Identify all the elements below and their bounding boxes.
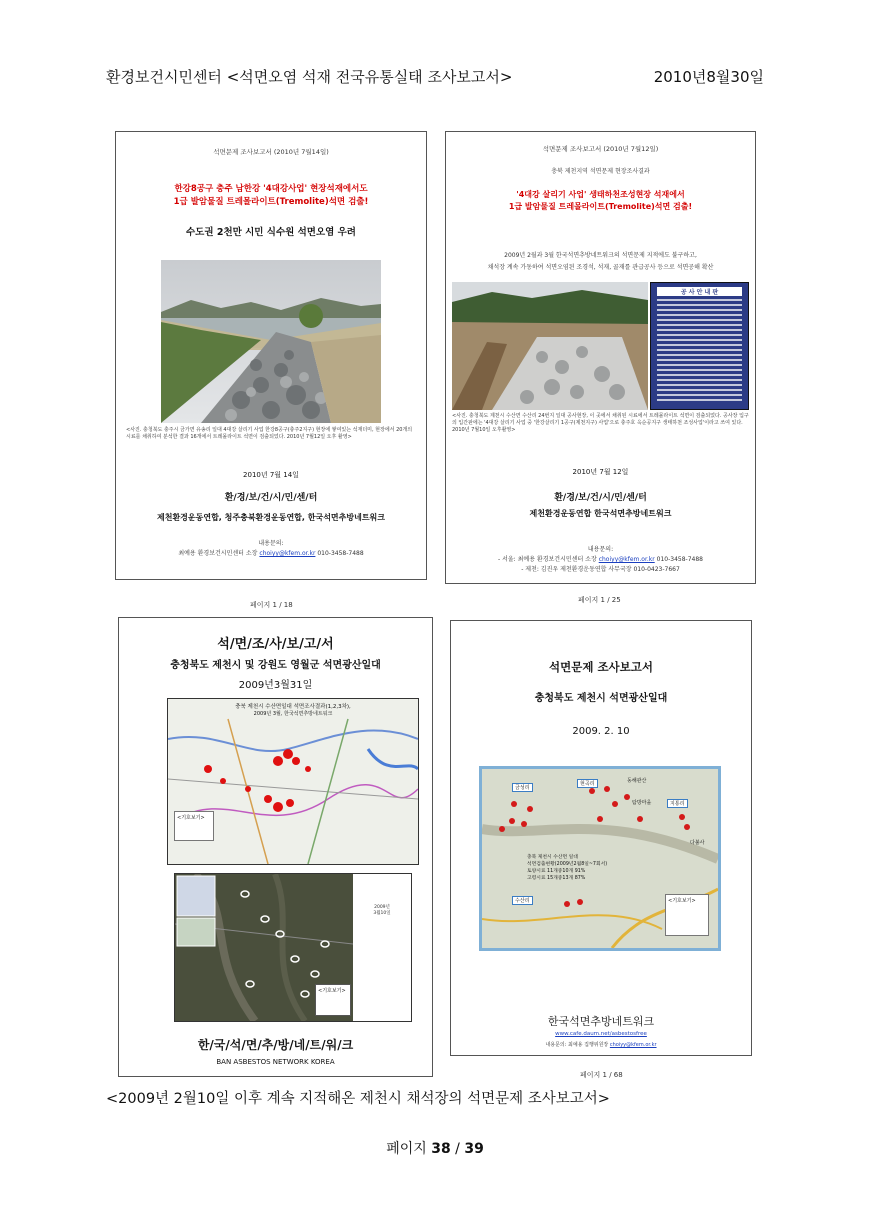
doc4-legend (665, 894, 709, 936)
report-thumbnail-1 (115, 131, 427, 580)
doc3-map-title: 충북 제천시 수산면일대 석면조사결과(1,2,3차), (235, 704, 351, 710)
doc1-org: 환/경/보/건/시/민/센/터 (224, 493, 318, 503)
doc4-contact-line (451, 1041, 751, 1048)
doc4-map-label-1: 금성리 (512, 783, 533, 792)
doc3-legend2-label: <기호보기> (318, 988, 346, 994)
doc2-org: 환/경/보/건/시/민/센/터 (554, 493, 647, 503)
doc3-survey-map (167, 698, 419, 865)
doc4-map-note-3: 토양시료 11개중10개 91% (527, 869, 586, 874)
doc1-contact-text: 최예용 환경보건시민센터 소장 (178, 550, 258, 557)
doc2-photo-caption: <사진. 충청북도 제천시 수산면 수산리 24번지 일대 공사현장, 이 곳에서 채취된 시료에서 트레몰라이트 석면이 검출되었다. 공사장 입구의 입간판에는 '4대강 살리기 사업 중 '한강살리기 1공구(제천지구) 사업'으로 충주호 옥순공지구 생태하천 조성사업'이라고 쓰여 있다. 2010년 7월10일 오후촬영> (452, 413, 749, 433)
doc1-headline-2: 1급 발암물질 트레몰라이트(Tremolite)석면 검출! (173, 197, 369, 207)
doc4-survey-map (479, 766, 721, 951)
report-thumbnail-2 (445, 131, 756, 584)
doc4-page-number: 페이지 1 / 68 (580, 1071, 623, 1079)
doc4-map-label-7: 수산리 (512, 896, 533, 905)
doc2-contact-label: 내용문의: (587, 546, 614, 553)
doc1-date: 2010년 7월 14일 (243, 471, 299, 479)
doc3-org-en: BAN ASBESTOS NETWORK KOREA (216, 1058, 335, 1066)
doc4-link-line (451, 1031, 751, 1037)
footer-total-pages: 39 (464, 1141, 484, 1157)
doc2-headline-2: 1급 발암물질 트레몰라이트(Tremolite)석면 검출! (508, 202, 693, 211)
doc4-map-note-2: 석면검출현황(2009년2월8일~7회서) (527, 862, 608, 867)
doc4-map-label-4: 탐방마을 (632, 800, 652, 806)
doc3-aerial-photo (174, 873, 412, 1022)
doc2-contact-seoul-text: - 서울: 최예용 환경보건시민센터 소장 (498, 556, 597, 563)
doc1-contact-line (116, 548, 426, 557)
doc3-legend (174, 811, 214, 841)
doc3-photo-notes (353, 874, 411, 1021)
doc4-map-label-3: 동해관산 (627, 778, 647, 784)
doc4-map-notes (527, 854, 607, 882)
doc2-subtitle: 충북 제천지역 석면문제 현장조사결과 (551, 168, 650, 175)
doc1-top-label: 석면문제 조사보고서 (2010년 7월14일) (213, 148, 329, 156)
footer-current-page: 38 (431, 1141, 451, 1157)
header-title: 환경보건시민센터 <석면오염 석재 전국유통실태 조사보고서> (106, 68, 513, 86)
doc4-contact-email[interactable]: choiyy@kfem.or.kr (609, 1042, 657, 1048)
page-footer (0, 1138, 870, 1158)
doc2-sign-body (657, 299, 742, 403)
doc3-subtitle: 충청북도 제천시 및 강원도 영월군 석면광산일대 (170, 660, 381, 671)
doc3-date: 2009년3월31일 (238, 680, 313, 691)
doc1-headline-1: 한강8공구 충주 남한강 '4대강사업' 현장석재에서도 (174, 184, 368, 194)
doc4-date: 2009. 2. 10 (572, 726, 630, 737)
doc2-quarry-stone-photo (452, 282, 648, 410)
doc4-map-note-4: 고령시료 15개중13개 87% (527, 876, 586, 881)
doc4-legend-label: <기호보기> (668, 898, 696, 904)
doc2-sign-title: 공 사 안 내 판 (657, 287, 742, 296)
doc1-partners: 제천환경운동연합, 청주충북환경운동연합, 한국석면추방네트워크 (156, 513, 386, 522)
doc2-contact-seoul-email[interactable]: choiyy@kfem.or.kr (598, 556, 655, 563)
doc4-title: 석면문제 조사보고서 (549, 660, 653, 674)
doc4-map-label-5: 지통리 (667, 799, 688, 808)
doc3-title: 석/면/조/사/보/고/서 (217, 637, 334, 652)
doc3-legend2 (315, 984, 351, 1016)
doc1-riverside-stone-photo (161, 260, 381, 423)
doc2-contact-jecheon: - 제천: 김진우 제천환경운동연합 사무국장 010-0423-7667 (521, 566, 680, 573)
doc4-contact: 내용문의: 최예용 집행위원장 (545, 1042, 609, 1048)
doc4-map-label-6: 다불사 (690, 840, 705, 846)
doc2-page-number: 페이지 1 / 25 (578, 596, 621, 604)
doc3-map-subtitle: 2009년 3월, 한국석면추방네트워크 (253, 711, 333, 717)
doc3-org: 한/국/석/면/추/방/네/트/워/크 (197, 1038, 354, 1052)
footer-prefix: 페이지 (386, 1141, 432, 1157)
doc2-headline-1: '4대강 살리기 사업' 생태하천조성현장 석재에서 (516, 190, 685, 199)
header-date: 2010년8월30일 (653, 68, 764, 86)
doc1-subheading: 수도권 2천만 시민 식수원 석면오염 우려 (186, 227, 356, 238)
footer-separator: / (450, 1141, 465, 1157)
doc2-partners: 제천환경운동연합 한국석면추방네트워크 (529, 509, 672, 518)
doc2-body-2: 채석장 계속 가동하여 석면오염된 조경석, 석재, 골재를 관급공사 등으로 석면공해 확산 (487, 264, 714, 271)
doc3-photo-note-1: 2009년 (374, 905, 390, 910)
doc2-contact-seoul-phone: 010-3458-7488 (656, 556, 703, 563)
doc2-contact-seoul (446, 554, 755, 563)
doc2-construction-sign (650, 282, 749, 410)
doc4-org: 한국석면추방네트워크 (547, 1015, 655, 1028)
doc1-page-number: 페이지 1 / 18 (250, 601, 293, 609)
doc3-photo-note-2: 3월10일 (373, 911, 391, 916)
doc4-map-note-1: 충북 제천시 수산면 일대 (527, 855, 578, 860)
doc4-subtitle: 충청북도 제천시 석면광산일대 (534, 693, 668, 704)
doc2-top-label: 석면문제 조사보고서 (2010년 7월12일) (542, 145, 659, 153)
doc2-date: 2010년 7월 12일 (572, 468, 629, 476)
doc2-body-1: 2009년 2월과 3월 한국석면추방네트워크의 석면문제 지적에도 불구하고, (504, 252, 697, 259)
report-thumbnail-3 (118, 617, 433, 1077)
doc4-link[interactable]: www.cafe.daum.net/asbestosfree (555, 1031, 647, 1037)
doc1-contact-phone: 010-3458-7488 (317, 550, 364, 557)
figure-caption: <2009년 2월10일 이후 계속 지적해온 제천시 채석장의 석면문제 조사보고서> (106, 1091, 610, 1107)
doc1-photo-caption: <사진. 충청북도 충주시 금가면 유송리 일대 4대강 살리기 사업 한강8공구(충주2지구) 현장에 쌓여있는 석재더미, 현장에서 20개의 시료를 채취하여 분석한 결과 16개에서 트레몰라이트 석면이 검출되었다. 2010년 7월12일 오후 촬영> (126, 427, 413, 440)
doc3-legend-label: <기호보기> (177, 815, 205, 821)
doc1-contact-email[interactable]: choiyy@kfem.or.kr (259, 550, 316, 557)
report-thumbnail-4 (450, 620, 752, 1056)
doc1-contact-label: 내용문의: (258, 540, 284, 547)
doc4-map-label-2: 현곡리 (577, 779, 598, 788)
